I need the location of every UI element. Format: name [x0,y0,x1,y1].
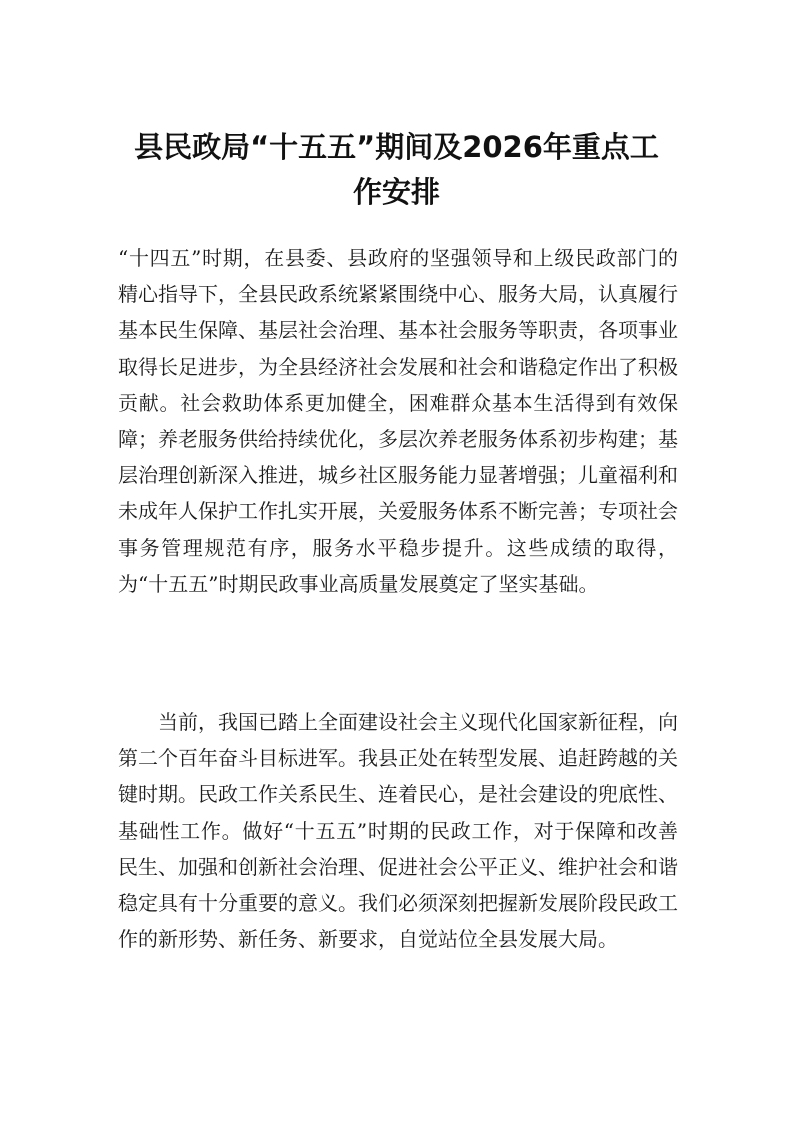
page-title-line-1: 县民政局“十五五”期间及2026年重点工 [134,130,659,164]
page-title-line-2: 作安排 [352,175,440,209]
body-paragraph-2: 当前，我国已踏上全面建设社会主义现代化国家新征程，向第二个百年奋斗目标进军。我县正处在转型发展、追赶跨越的关键时期。民政工作关系民生、连着民心，是社会建设的兜底性、基础性工作。做好“十五五”时期的民政工作，对于保障和改善民生、加强和创新社会治理、促进社会公平正义、维护社会和谐稳定具有十分重要的意义。我们必须深刻把握新发展阶段民政工作的新形势、新任务、新要求，自觉站位全县发展大局。 [118,710,678,952]
body-paragraph-1: “十四五”时期，在县委、县政府的坚强领导和上级民政部门的精心指导下，全县民政系统紧紧围绕中心、服务大局，认真履行基本民生保障、基层社会治理、基本社会服务等职责，各项事业取得长足进步，为全县经济社会发展和社会和谐稳定作出了积极贡献。社会救助体系更加健全，困难群众基本生活得到有效保障；养老服务供给持续优化，多层次养老服务体系初步构建；基层治理创新深入推进，城乡社区服务能力显著增强；儿童福利和未成年人保护工作扎实开展，关爱服务体系不断完善；专项社会事务管理规范有序，服务水平稳步提升。这些成绩的取得，为“十五五”时期民政事业高质量发展奠定了坚实基础。 [118,246,678,596]
